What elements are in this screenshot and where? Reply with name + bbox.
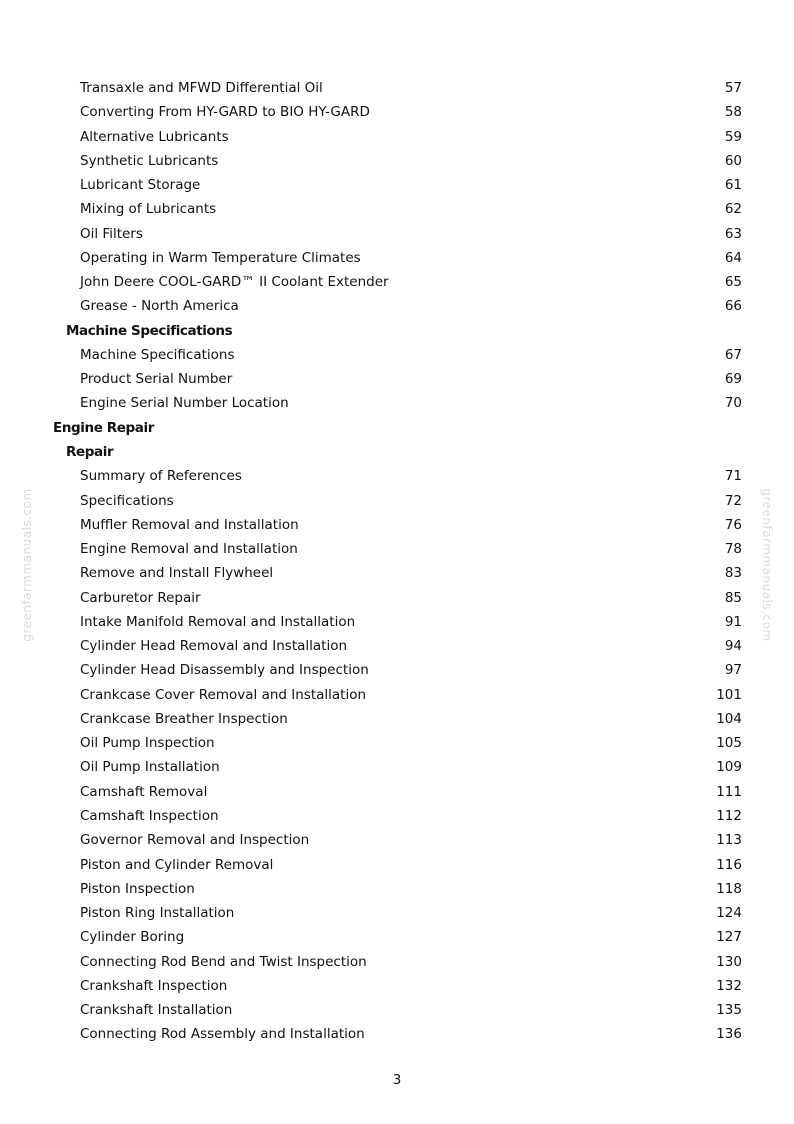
toc-entry-page: 62 xyxy=(724,201,742,218)
toc-entry-title: Cylinder Head Disassembly and Inspection xyxy=(80,662,369,679)
toc-subsection-heading[interactable] xyxy=(0,440,794,464)
toc-entry-page: 130 xyxy=(716,953,742,970)
toc-entry-page: 76 xyxy=(724,516,742,533)
toc-entry-page: 136 xyxy=(716,1026,742,1043)
toc-entry-page: 132 xyxy=(716,977,742,994)
toc-entry[interactable] xyxy=(0,222,794,246)
toc-entry-title: Piston and Cylinder Removal xyxy=(80,856,274,873)
toc-entry[interactable] xyxy=(0,804,794,828)
toc-entry-title: Machine Specifications xyxy=(80,346,235,363)
toc-entry-title: Lubricant Storage xyxy=(80,177,201,194)
toc-entry-page: 72 xyxy=(724,492,742,509)
toc-entry[interactable] xyxy=(0,950,794,974)
toc-entry[interactable] xyxy=(0,294,794,318)
toc-entry[interactable] xyxy=(0,634,794,658)
toc-entry[interactable] xyxy=(0,537,794,561)
toc-entry[interactable] xyxy=(0,1022,794,1046)
toc-entry-page: 67 xyxy=(724,346,742,363)
toc-entry-title: Engine Serial Number Location xyxy=(80,395,289,412)
toc-entry-page: 71 xyxy=(724,468,742,485)
toc-entry[interactable] xyxy=(0,149,794,173)
toc-entry-title: Oil Filters xyxy=(80,225,143,242)
toc-entry[interactable] xyxy=(0,780,794,804)
toc-entry-title: Oil Pump Inspection xyxy=(80,735,215,752)
toc-entry-title: Operating in Warm Temperature Climates xyxy=(80,249,361,266)
toc-entry[interactable] xyxy=(0,391,794,415)
toc-entry[interactable] xyxy=(0,755,794,779)
toc-entry-page: 135 xyxy=(716,1002,742,1019)
toc-entry-title: Muffler Removal and Installation xyxy=(80,516,299,533)
toc-entry-page: 127 xyxy=(716,929,742,946)
toc-entry-title: Mixing of Lubricants xyxy=(80,201,217,218)
toc-entry-page: 60 xyxy=(724,152,742,169)
toc-entry-page: 113 xyxy=(716,832,742,849)
toc-entry-title: Crankcase Breather Inspection xyxy=(80,710,288,727)
toc-entry-page: 83 xyxy=(724,565,742,582)
toc-entry[interactable] xyxy=(0,683,794,707)
toc-entry-page: 116 xyxy=(716,856,742,873)
toc-entry-page: 104 xyxy=(716,710,742,727)
toc-entry-title: Connecting Rod Bend and Twist Inspection xyxy=(80,953,367,970)
toc-entry-title: Remove and Install Flywheel xyxy=(80,565,274,582)
toc-entry-title: Crankshaft Installation xyxy=(80,1002,233,1019)
toc-entry-page: 118 xyxy=(716,880,742,897)
toc-entry-title: Transaxle and MFWD Differential Oil xyxy=(80,80,323,96)
toc-entry-title: Governor Removal and Inspection xyxy=(80,832,310,849)
toc-entry-title: John Deere COOL-GARD™ II Coolant Extender xyxy=(80,274,389,291)
toc-entry[interactable] xyxy=(0,513,794,537)
toc-entry-title: Alternative Lubricants xyxy=(80,128,229,145)
toc-entry-title: Connecting Rod Assembly and Installation xyxy=(80,1026,365,1043)
toc-entry[interactable] xyxy=(0,343,794,367)
toc-subsection-heading[interactable] xyxy=(0,319,794,343)
toc-entry-page: 109 xyxy=(716,759,742,776)
toc-entry[interactable] xyxy=(0,586,794,610)
toc-entry-page: 105 xyxy=(716,735,742,752)
toc-entry-title: Cylinder Head Removal and Installation xyxy=(80,638,348,655)
toc-entry-page: 101 xyxy=(716,686,742,703)
toc-entry-title: Product Serial Number xyxy=(80,371,233,388)
toc-entry[interactable] xyxy=(0,901,794,925)
toc-entry-title: Repair xyxy=(66,443,114,460)
toc-entry-title: Cylinder Boring xyxy=(80,929,185,946)
toc-entry-title: Camshaft Removal xyxy=(80,783,208,800)
toc-entry-page: 78 xyxy=(724,541,742,558)
toc-entry[interactable] xyxy=(0,998,794,1022)
toc-entry-title: Engine Removal and Installation xyxy=(80,541,298,558)
toc-entry-title: Crankcase Cover Removal and Installation xyxy=(80,686,367,703)
toc-entry-page: 124 xyxy=(716,905,742,922)
toc-entry[interactable] xyxy=(0,853,794,877)
toc-entry[interactable] xyxy=(0,658,794,682)
toc-entry-page: 65 xyxy=(724,274,742,291)
toc-entry[interactable] xyxy=(0,270,794,294)
toc-entry-title: Specifications xyxy=(80,492,174,509)
watermark-right: greenfarmmanuals.com xyxy=(760,488,774,642)
toc-entry[interactable] xyxy=(0,125,794,149)
toc-entry-title: Carburetor Repair xyxy=(80,589,201,606)
toc-entry-page: 66 xyxy=(724,298,742,315)
toc-entry[interactable] xyxy=(0,100,794,124)
toc-entry-page: 94 xyxy=(724,638,742,655)
toc-entry[interactable] xyxy=(0,610,794,634)
toc-entry-page: 85 xyxy=(724,589,742,606)
toc-entry-title: Oil Pump Installation xyxy=(80,759,220,776)
toc-entry-title: Camshaft Inspection xyxy=(80,807,219,824)
toc-entry[interactable] xyxy=(0,76,794,100)
toc-entry[interactable] xyxy=(0,925,794,949)
toc-entry[interactable] xyxy=(0,246,794,270)
toc-entry-page: 112 xyxy=(716,807,742,824)
toc-entry[interactable] xyxy=(0,197,794,221)
toc-entry[interactable] xyxy=(0,561,794,585)
toc-entry-page: 69 xyxy=(724,371,742,388)
toc-entry-title: Crankshaft Inspection xyxy=(80,977,228,994)
toc-entry[interactable] xyxy=(0,489,794,513)
toc-entry-title: Machine Specifications xyxy=(66,322,233,339)
toc-entry-page: 91 xyxy=(724,613,742,630)
toc-entry[interactable] xyxy=(0,707,794,731)
toc-entry[interactable] xyxy=(0,731,794,755)
toc-entry-title: Intake Manifold Removal and Installation xyxy=(80,613,356,630)
page-number: 3 xyxy=(392,1072,402,1088)
toc-entry-page: 70 xyxy=(724,395,742,412)
toc-entry-title: Piston Ring Installation xyxy=(80,905,235,922)
toc-entry-page: 111 xyxy=(716,783,742,800)
toc-entry[interactable] xyxy=(0,974,794,998)
table-of-contents xyxy=(0,76,794,1047)
toc-entry[interactable] xyxy=(0,877,794,901)
toc-entry-title: Converting From HY-GARD to BIO HY-GARD xyxy=(80,104,370,121)
toc-entry[interactable] xyxy=(0,367,794,391)
toc-entry-page: 61 xyxy=(724,177,742,194)
toc-entry[interactable] xyxy=(0,173,794,197)
toc-entry-title: Piston Inspection xyxy=(80,880,195,897)
toc-entry-title: Summary of References xyxy=(80,468,242,485)
watermark-left: greenfarmmanuals.com xyxy=(20,488,34,642)
toc-entry-page: 57 xyxy=(724,80,742,96)
toc-entry-page: 63 xyxy=(724,225,742,242)
toc-entry-title: Grease - North America xyxy=(80,298,239,315)
toc-entry-page: 58 xyxy=(724,104,742,121)
toc-entry-title: Synthetic Lubricants xyxy=(80,152,219,169)
toc-entry-page: 97 xyxy=(724,662,742,679)
toc-section-heading[interactable] xyxy=(0,416,794,440)
toc-entry-page: 64 xyxy=(724,249,742,266)
toc-entry[interactable] xyxy=(0,828,794,852)
toc-entry-page: 59 xyxy=(724,128,742,145)
toc-entry[interactable] xyxy=(0,464,794,488)
toc-entry-title: Engine Repair xyxy=(53,419,155,436)
